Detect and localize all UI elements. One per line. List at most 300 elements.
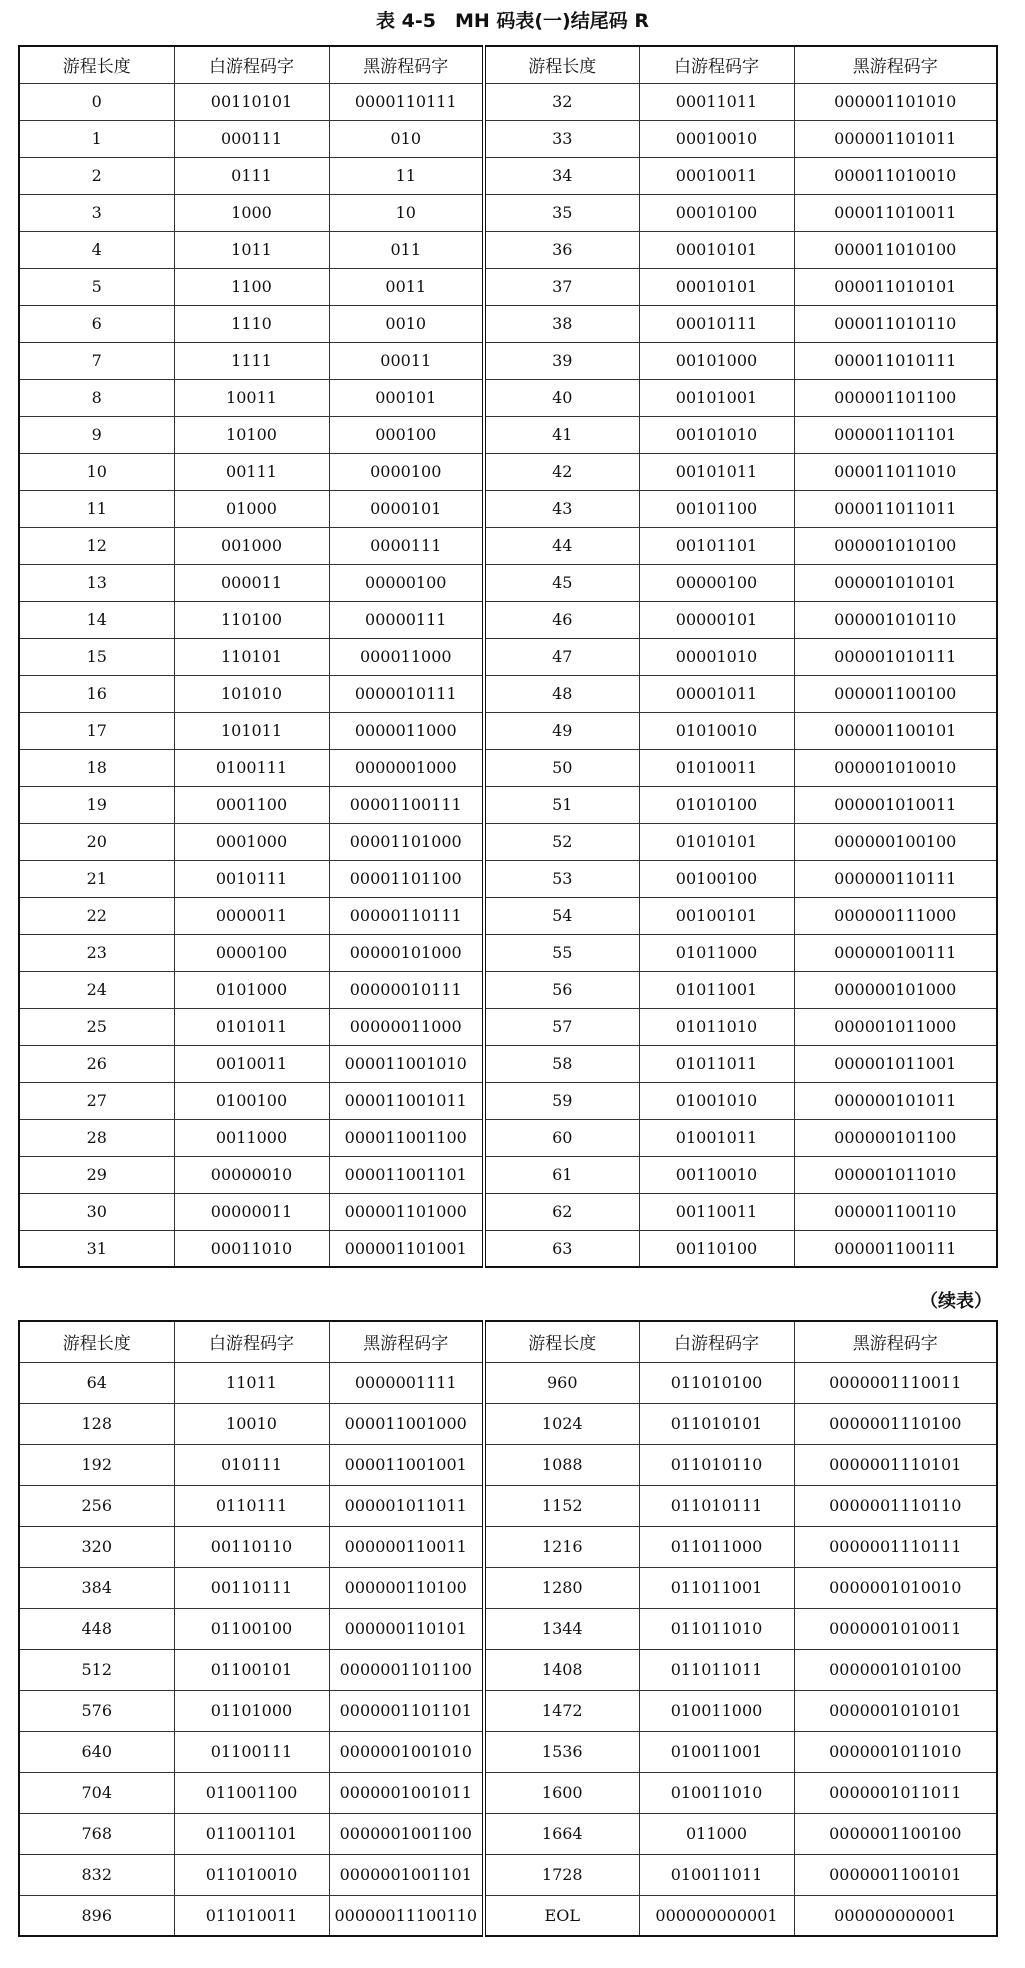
cell-black-codeword: 0000101 [329, 490, 484, 527]
cell-black-codeword: 000011001100 [329, 1119, 484, 1156]
cell-white-codeword: 00110101 [174, 83, 329, 120]
table-row [19, 1485, 997, 1526]
cell-white-codeword: 000000000001 [639, 1895, 794, 1936]
cell-run-length: 58 [484, 1045, 639, 1082]
cell-white-codeword: 00101010 [639, 416, 794, 453]
cell-black-codeword: 0000110111 [329, 83, 484, 120]
cell-white-codeword: 00110010 [639, 1156, 794, 1193]
cell-white-codeword: 1111 [174, 342, 329, 379]
table-row [19, 1813, 997, 1854]
cell-run-length: 1472 [484, 1690, 639, 1731]
header-run-length: 游程长度 [484, 1321, 639, 1362]
cell-run-length: 49 [484, 712, 639, 749]
cell-white-codeword: 0110111 [174, 1485, 329, 1526]
cell-run-length: 55 [484, 934, 639, 971]
cell-black-codeword: 0000001110111 [794, 1526, 997, 1567]
table-row [19, 1230, 997, 1267]
cell-run-length: 19 [19, 786, 174, 823]
cell-run-length: 16 [19, 675, 174, 712]
header-black-codeword: 黑游程码字 [794, 46, 997, 83]
cell-black-codeword: 000011011010 [794, 453, 997, 490]
cell-white-codeword: 11011 [174, 1362, 329, 1403]
cell-white-codeword: 00001011 [639, 675, 794, 712]
cell-white-codeword: 00000011 [174, 1193, 329, 1230]
table-row [19, 231, 997, 268]
cell-white-codeword: 10011 [174, 379, 329, 416]
cell-white-codeword: 01010100 [639, 786, 794, 823]
cell-white-codeword: 0001000 [174, 823, 329, 860]
cell-run-length: 10 [19, 453, 174, 490]
cell-run-length: 32 [484, 83, 639, 120]
cell-white-codeword: 00110110 [174, 1526, 329, 1567]
cell-run-length: 50 [484, 749, 639, 786]
cell-white-codeword: 1100 [174, 268, 329, 305]
cell-black-codeword: 000011010110 [794, 305, 997, 342]
cell-black-codeword: 00000010111 [329, 971, 484, 1008]
cell-black-codeword: 11 [329, 157, 484, 194]
cell-white-codeword: 000111 [174, 120, 329, 157]
cell-white-codeword: 10010 [174, 1403, 329, 1444]
table-row [19, 1854, 997, 1895]
cell-black-codeword: 000001011010 [794, 1156, 997, 1193]
cell-black-codeword: 011 [329, 231, 484, 268]
cell-run-length: 384 [19, 1567, 174, 1608]
table-row [19, 1772, 997, 1813]
cell-run-length: 7 [19, 342, 174, 379]
cell-black-codeword: 000011001001 [329, 1444, 484, 1485]
cell-white-codeword: 0000011 [174, 897, 329, 934]
cell-run-length: 11 [19, 490, 174, 527]
cell-white-codeword: 010011000 [639, 1690, 794, 1731]
cell-black-codeword: 0000001101100 [329, 1649, 484, 1690]
cell-white-codeword: 01010101 [639, 823, 794, 860]
cell-run-length: 38 [484, 305, 639, 342]
cell-run-length: 48 [484, 675, 639, 712]
cell-run-length: 39 [484, 342, 639, 379]
cell-white-codeword: 01100100 [174, 1608, 329, 1649]
cell-black-codeword: 000011011011 [794, 490, 997, 527]
table-row [19, 527, 997, 564]
cell-white-codeword: 011010110 [639, 1444, 794, 1485]
cell-white-codeword: 011001100 [174, 1772, 329, 1813]
cell-black-codeword: 000001100101 [794, 712, 997, 749]
table-row [19, 638, 997, 675]
cell-white-codeword: 01010010 [639, 712, 794, 749]
cell-run-length: 13 [19, 564, 174, 601]
cell-black-codeword: 0000001001011 [329, 1772, 484, 1813]
cell-black-codeword: 0000001111 [329, 1362, 484, 1403]
cell-white-codeword: 011010010 [174, 1854, 329, 1895]
cell-run-length: 640 [19, 1731, 174, 1772]
cell-white-codeword: 01011001 [639, 971, 794, 1008]
cell-run-length: 47 [484, 638, 639, 675]
cell-white-codeword: 00000101 [639, 601, 794, 638]
cell-run-length: 60 [484, 1119, 639, 1156]
table-row [19, 860, 997, 897]
cell-black-codeword: 0000001011011 [794, 1772, 997, 1813]
header-white-codeword: 白游程码字 [174, 46, 329, 83]
cell-run-length: 59 [484, 1082, 639, 1119]
cell-white-codeword: 110100 [174, 601, 329, 638]
cell-run-length: 53 [484, 860, 639, 897]
cell-white-codeword: 0000100 [174, 934, 329, 971]
cell-white-codeword: 011011011 [639, 1649, 794, 1690]
cell-black-codeword: 0000001100100 [794, 1813, 997, 1854]
cell-white-codeword: 101010 [174, 675, 329, 712]
cell-black-codeword: 000011010011 [794, 194, 997, 231]
cell-black-codeword: 0000001001100 [329, 1813, 484, 1854]
table-row [19, 1731, 997, 1772]
cell-run-length: 57 [484, 1008, 639, 1045]
cell-black-codeword: 000001010011 [794, 786, 997, 823]
cell-run-length: 1024 [484, 1403, 639, 1444]
cell-white-codeword: 01000 [174, 490, 329, 527]
cell-black-codeword: 10 [329, 194, 484, 231]
table-row [19, 749, 997, 786]
cell-run-length: 14 [19, 601, 174, 638]
cell-run-length: 1 [19, 120, 174, 157]
cell-black-codeword: 000001101100 [794, 379, 997, 416]
table-row [19, 823, 997, 860]
cell-black-codeword: 000001010101 [794, 564, 997, 601]
cell-black-codeword: 0000001110011 [794, 1362, 997, 1403]
cell-run-length: 24 [19, 971, 174, 1008]
cell-black-codeword: 000001100111 [794, 1230, 997, 1267]
table-row [19, 305, 997, 342]
cell-black-codeword: 000000101100 [794, 1119, 997, 1156]
table-row [19, 342, 997, 379]
header-white-codeword: 白游程码字 [639, 46, 794, 83]
table-row [19, 416, 997, 453]
cell-run-length: 320 [19, 1526, 174, 1567]
cell-run-length: 512 [19, 1649, 174, 1690]
cell-white-codeword: 00001010 [639, 638, 794, 675]
cell-run-length: 56 [484, 971, 639, 1008]
cell-run-length: 29 [19, 1156, 174, 1193]
cell-white-codeword: 00011010 [174, 1230, 329, 1267]
cell-white-codeword: 0101000 [174, 971, 329, 1008]
cell-black-codeword: 000001101101 [794, 416, 997, 453]
cell-black-codeword: 000001010110 [794, 601, 997, 638]
mh-table-continued [18, 1320, 998, 1937]
table-row [19, 712, 997, 749]
cell-white-codeword: 011011010 [639, 1608, 794, 1649]
cell-white-codeword: 00010011 [639, 157, 794, 194]
cell-black-codeword: 000000111000 [794, 897, 997, 934]
cell-run-length: 43 [484, 490, 639, 527]
cell-run-length: 5 [19, 268, 174, 305]
cell-black-codeword: 000001010010 [794, 749, 997, 786]
cell-white-codeword: 0101011 [174, 1008, 329, 1045]
header-black-codeword: 黑游程码字 [329, 46, 484, 83]
cell-run-length: 33 [484, 120, 639, 157]
cell-black-codeword: 000000101011 [794, 1082, 997, 1119]
cell-black-codeword: 000011010111 [794, 342, 997, 379]
table-row [19, 1526, 997, 1567]
cell-run-length: 6 [19, 305, 174, 342]
cell-white-codeword: 01100101 [174, 1649, 329, 1690]
cell-run-length: 61 [484, 1156, 639, 1193]
cell-white-codeword: 00010101 [639, 268, 794, 305]
cell-white-codeword: 0100100 [174, 1082, 329, 1119]
cell-white-codeword: 011010100 [639, 1362, 794, 1403]
table-row [19, 120, 997, 157]
cell-white-codeword: 010111 [174, 1444, 329, 1485]
cell-black-codeword: 0000001010100 [794, 1649, 997, 1690]
cell-run-length: 0 [19, 83, 174, 120]
cell-black-codeword: 0000111 [329, 527, 484, 564]
cell-black-codeword: 000001010100 [794, 527, 997, 564]
cell-black-codeword: 00001100111 [329, 786, 484, 823]
cell-run-length: 1408 [484, 1649, 639, 1690]
cell-black-codeword: 000000000001 [794, 1895, 997, 1936]
cell-run-length: 256 [19, 1485, 174, 1526]
cell-white-codeword: 00101100 [639, 490, 794, 527]
table-row [19, 934, 997, 971]
table-row [19, 83, 997, 120]
cell-black-codeword: 000001101000 [329, 1193, 484, 1230]
header-white-codeword: 白游程码字 [639, 1321, 794, 1362]
table-row [19, 268, 997, 305]
cell-white-codeword: 00110100 [639, 1230, 794, 1267]
cell-run-length: 896 [19, 1895, 174, 1936]
cell-black-codeword: 000001100110 [794, 1193, 997, 1230]
table-row [19, 194, 997, 231]
cell-white-codeword: 010011001 [639, 1731, 794, 1772]
cell-black-codeword: 00001101100 [329, 860, 484, 897]
cell-white-codeword: 00101011 [639, 453, 794, 490]
cell-white-codeword: 00110011 [639, 1193, 794, 1230]
cell-black-codeword: 00000011100110 [329, 1895, 484, 1936]
cell-black-codeword: 000011010101 [794, 268, 997, 305]
cell-white-codeword: 0100111 [174, 749, 329, 786]
cell-black-codeword: 000001101010 [794, 83, 997, 120]
cell-black-codeword: 0000100 [329, 453, 484, 490]
cell-run-length: 18 [19, 749, 174, 786]
cell-run-length: 4 [19, 231, 174, 268]
cell-run-length: EOL [484, 1895, 639, 1936]
cell-run-length: 1728 [484, 1854, 639, 1895]
header-white-codeword: 白游程码字 [174, 1321, 329, 1362]
table-row [19, 1567, 997, 1608]
cell-black-codeword: 000011000 [329, 638, 484, 675]
cell-run-length: 45 [484, 564, 639, 601]
cell-white-codeword: 01001010 [639, 1082, 794, 1119]
table-row [19, 1690, 997, 1731]
cell-white-codeword: 011010111 [639, 1485, 794, 1526]
cell-white-codeword: 011000 [639, 1813, 794, 1854]
cell-run-length: 128 [19, 1403, 174, 1444]
cell-run-length: 576 [19, 1690, 174, 1731]
table-row [19, 1008, 997, 1045]
cell-black-codeword: 00000100 [329, 564, 484, 601]
cell-run-length: 63 [484, 1230, 639, 1267]
header-black-codeword: 黑游程码字 [329, 1321, 484, 1362]
cell-run-length: 1600 [484, 1772, 639, 1813]
cell-run-length: 768 [19, 1813, 174, 1854]
cell-white-codeword: 1110 [174, 305, 329, 342]
cell-white-codeword: 010011010 [639, 1772, 794, 1813]
cell-white-codeword: 00010010 [639, 120, 794, 157]
cell-black-codeword: 0000001010011 [794, 1608, 997, 1649]
cell-run-length: 704 [19, 1772, 174, 1813]
cell-run-length: 28 [19, 1119, 174, 1156]
cell-run-length: 9 [19, 416, 174, 453]
cell-white-codeword: 0011000 [174, 1119, 329, 1156]
cell-black-codeword: 0000001110110 [794, 1485, 997, 1526]
cell-black-codeword: 0000001011010 [794, 1731, 997, 1772]
cell-white-codeword: 01100111 [174, 1731, 329, 1772]
cell-white-codeword: 011001101 [174, 1813, 329, 1854]
table-row [19, 1649, 997, 1690]
table-row [19, 1403, 997, 1444]
table-row [19, 897, 997, 934]
cell-run-length: 21 [19, 860, 174, 897]
cell-black-codeword: 000100 [329, 416, 484, 453]
cell-black-codeword: 000000100111 [794, 934, 997, 971]
cell-run-length: 2 [19, 157, 174, 194]
cell-black-codeword: 000011001101 [329, 1156, 484, 1193]
table-row [19, 1119, 997, 1156]
cell-black-codeword: 00000011000 [329, 1008, 484, 1045]
cell-white-codeword: 0001100 [174, 786, 329, 823]
cell-run-length: 34 [484, 157, 639, 194]
cell-run-length: 41 [484, 416, 639, 453]
table-row [19, 1444, 997, 1485]
cell-run-length: 1216 [484, 1526, 639, 1567]
cell-run-length: 36 [484, 231, 639, 268]
cell-black-codeword: 000101 [329, 379, 484, 416]
cell-black-codeword: 000001010111 [794, 638, 997, 675]
table-header-row [19, 1321, 997, 1362]
table-row [19, 1362, 997, 1403]
cell-run-length: 1536 [484, 1731, 639, 1772]
cell-run-length: 1152 [484, 1485, 639, 1526]
cell-run-length: 20 [19, 823, 174, 860]
table-row [19, 675, 997, 712]
cell-black-codeword: 000001100100 [794, 675, 997, 712]
cell-white-codeword: 101011 [174, 712, 329, 749]
cell-black-codeword: 000011001010 [329, 1045, 484, 1082]
cell-black-codeword: 000011001000 [329, 1403, 484, 1444]
header-black-codeword: 黑游程码字 [794, 1321, 997, 1362]
cell-run-length: 17 [19, 712, 174, 749]
cell-black-codeword: 0000001001010 [329, 1731, 484, 1772]
table-row [19, 490, 997, 527]
cell-run-length: 15 [19, 638, 174, 675]
cell-black-codeword: 0000001010101 [794, 1690, 997, 1731]
cell-run-length: 8 [19, 379, 174, 416]
table-row [19, 601, 997, 638]
table-row [19, 379, 997, 416]
cell-black-codeword: 000011010100 [794, 231, 997, 268]
cell-white-codeword: 01011011 [639, 1045, 794, 1082]
cell-black-codeword: 0000001100101 [794, 1854, 997, 1895]
table-row [19, 157, 997, 194]
continuation-label: （续表） [920, 1291, 992, 1312]
cell-run-length: 54 [484, 897, 639, 934]
cell-black-codeword: 000001011011 [329, 1485, 484, 1526]
cell-white-codeword: 00010100 [639, 194, 794, 231]
cell-run-length: 42 [484, 453, 639, 490]
cell-white-codeword: 0010011 [174, 1045, 329, 1082]
cell-black-codeword: 0011 [329, 268, 484, 305]
cell-black-codeword: 000011001011 [329, 1082, 484, 1119]
cell-black-codeword: 0000001110101 [794, 1444, 997, 1485]
cell-white-codeword: 00011011 [639, 83, 794, 120]
table-header-row [19, 46, 997, 83]
cell-black-codeword: 000000110101 [329, 1608, 484, 1649]
cell-black-codeword: 000000101000 [794, 971, 997, 1008]
table-row [19, 971, 997, 1008]
cell-run-length: 1664 [484, 1813, 639, 1854]
table-title: 表 4-5 MH 码表(一)结尾码 R [376, 10, 649, 32]
cell-run-length: 448 [19, 1608, 174, 1649]
cell-white-codeword: 011011000 [639, 1526, 794, 1567]
cell-white-codeword: 0010111 [174, 860, 329, 897]
cell-white-codeword: 00110111 [174, 1567, 329, 1608]
cell-black-codeword: 010 [329, 120, 484, 157]
cell-white-codeword: 011010011 [174, 1895, 329, 1936]
cell-run-length: 51 [484, 786, 639, 823]
cell-run-length: 3 [19, 194, 174, 231]
cell-white-codeword: 1000 [174, 194, 329, 231]
cell-run-length: 23 [19, 934, 174, 971]
cell-run-length: 192 [19, 1444, 174, 1485]
cell-run-length: 44 [484, 527, 639, 564]
cell-white-codeword: 00100100 [639, 860, 794, 897]
cell-black-codeword: 000011010010 [794, 157, 997, 194]
cell-white-codeword: 011010101 [639, 1403, 794, 1444]
cell-black-codeword: 0010 [329, 305, 484, 342]
cell-run-length: 25 [19, 1008, 174, 1045]
cell-black-codeword: 0000011000 [329, 712, 484, 749]
cell-white-codeword: 10100 [174, 416, 329, 453]
cell-white-codeword: 00010111 [639, 305, 794, 342]
cell-black-codeword: 00000110111 [329, 897, 484, 934]
cell-white-codeword: 01010011 [639, 749, 794, 786]
cell-black-codeword: 000001011000 [794, 1008, 997, 1045]
cell-run-length: 1088 [484, 1444, 639, 1485]
cell-run-length: 22 [19, 897, 174, 934]
cell-white-codeword: 01011000 [639, 934, 794, 971]
cell-run-length: 1280 [484, 1567, 639, 1608]
header-run-length: 游程长度 [484, 46, 639, 83]
cell-run-length: 1344 [484, 1608, 639, 1649]
cell-white-codeword: 00101000 [639, 342, 794, 379]
cell-black-codeword: 00000111 [329, 601, 484, 638]
cell-run-length: 64 [19, 1362, 174, 1403]
cell-run-length: 46 [484, 601, 639, 638]
cell-run-length: 12 [19, 527, 174, 564]
cell-white-codeword: 00111 [174, 453, 329, 490]
cell-white-codeword: 00000010 [174, 1156, 329, 1193]
cell-black-codeword: 000000110111 [794, 860, 997, 897]
cell-black-codeword: 0000001000 [329, 749, 484, 786]
cell-white-codeword: 001000 [174, 527, 329, 564]
table-row [19, 1895, 997, 1936]
cell-black-codeword: 000000100100 [794, 823, 997, 860]
cell-black-codeword: 000001101011 [794, 120, 997, 157]
table-row [19, 1045, 997, 1082]
cell-white-codeword: 01101000 [174, 1690, 329, 1731]
cell-white-codeword: 010011011 [639, 1854, 794, 1895]
cell-run-length: 31 [19, 1230, 174, 1267]
cell-run-length: 35 [484, 194, 639, 231]
table-row [19, 453, 997, 490]
cell-run-length: 40 [484, 379, 639, 416]
cell-black-codeword: 0000001101101 [329, 1690, 484, 1731]
